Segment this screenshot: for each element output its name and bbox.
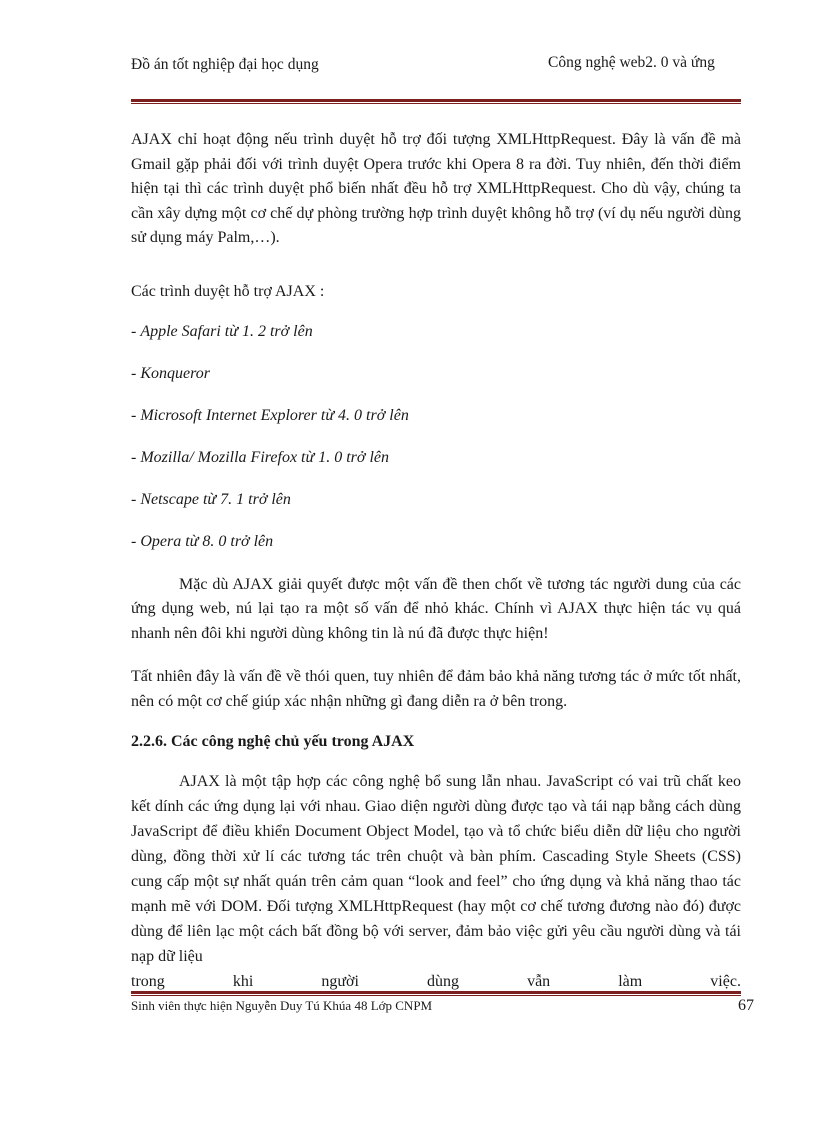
list-item: - Opera từ 8. 0 trở lên <box>131 532 274 550</box>
paragraph-habits: Tất nhiên đây là vấn đề về thói quen, tuy nhiên để đảm bảo khả năng tương tác ở mức tốt nhất, nên có một cơ chế giúp xác nhận những gì đang diễn ra ở bên trong. <box>131 668 741 710</box>
browser-list <box>131 321 741 553</box>
paragraph-technologies: AJAX là một tập hợp các công nghệ bổ sung lẫn nhau. JavaScript có vai trũ chất keo kết dính các ứng dụng lại với nhau. Giao diện người dùng được tạo và tái nạp bằng cách dùng JavaScript để điều khiển Document Object Model, tạo và tổ chức biểu diễn dữ liệu cho người dùng, đồng thời xử lí các tương tác trên chuột và bàn phím. Cascading Style Sheets (CSS) cung cấp một sự nhất quán trên cảm quan “look and feel” cho ứng dụng và khả năng thao tác mạnh mẽ với DOM. Đối tượng XMLHttpRequest (hay một cơ chế tương đương nào đó) được dùng để liên lạc một cách bất đồng bộ với server, đảm bảo việc gửi yêu cầu người dùng và tái nạp dữ liệu <box>131 773 741 965</box>
list-item: - Netscape từ 7. 1 trở lên <box>131 490 291 508</box>
section-heading: 2.2.6. Các công nghệ chủ yếu trong AJAX <box>131 733 415 750</box>
page-body <box>131 128 741 994</box>
browser-name: Mozilla/ Mozilla Firefox từ 1. 0 trở lên <box>140 448 389 466</box>
browser-name: Konqueror <box>140 364 210 382</box>
paragraph-ajax-support: AJAX chỉ hoạt động nếu trình duyệt hỗ trợ đối tượng XMLHttpRequest. Đây là vấn đề mà Gmail gặp phải đối với trình duyệt Opera trước khi Opera 8 ra đời. Tuy nhiên, đến thời điểm hiện tại thì các trình duyệt phổ biến nhất đều hỗ trợ XMLHttpRequest. Cho dù vậy, chúng ta cần xây dựng một cơ chế dự phòng trường hợp trình duyệt không hỗ trợ (ví dụ nếu người dùng sử dụng máy Palm,…). <box>131 131 741 246</box>
word: khi <box>232 973 254 990</box>
word: làm <box>618 973 643 990</box>
footer-author: Sinh viên thực hiện Nguyễn Duy Tú Khúa 48 Lớp CNPM <box>131 998 433 1013</box>
browser-name: Microsoft Internet Explorer từ 4. 0 trở lên <box>140 406 409 424</box>
list-item: - Mozilla/ Mozilla Firefox từ 1. 0 trở lên <box>131 448 389 466</box>
word: trong <box>131 973 165 990</box>
word: người <box>321 973 359 990</box>
header-left-title: Đồ án tốt nghiệp đại học dụng <box>131 56 319 73</box>
page-number: 67 <box>738 997 754 1014</box>
header-right-title: Công nghệ web2. 0 và ứng <box>548 54 715 71</box>
header-rule <box>131 99 741 104</box>
word: vẫn <box>527 973 551 990</box>
browser-name: Apple Safari từ 1. 2 trở lên <box>140 322 313 340</box>
list-item: - Apple Safari từ 1. 2 trở lên <box>131 322 313 340</box>
footer-rule <box>131 991 741 996</box>
list-item: - Microsoft Internet Explorer từ 4. 0 trở lên <box>131 406 409 424</box>
word: việc. <box>710 973 741 990</box>
browser-name: Netscape từ 7. 1 trở lên <box>140 490 291 508</box>
word: dùng <box>427 973 459 990</box>
browser-name: Opera từ 8. 0 trở lên <box>140 532 274 550</box>
list-item: - Konqueror <box>131 364 210 382</box>
browsers-intro: Các trình duyệt hỗ trợ AJAX : <box>131 282 325 300</box>
paragraph-ajax-issues: Mặc dù AJAX giải quyết được một vấn đề then chốt về tương tác người dung của các ứng dụng web, nú lại tạo ra một số vấn để nhỏ khác. Chính vì AJAX thực hiện tác vụ quá nhanh nên đôi khi người dùng không tin là nú đã được thực hiện! <box>131 575 741 642</box>
